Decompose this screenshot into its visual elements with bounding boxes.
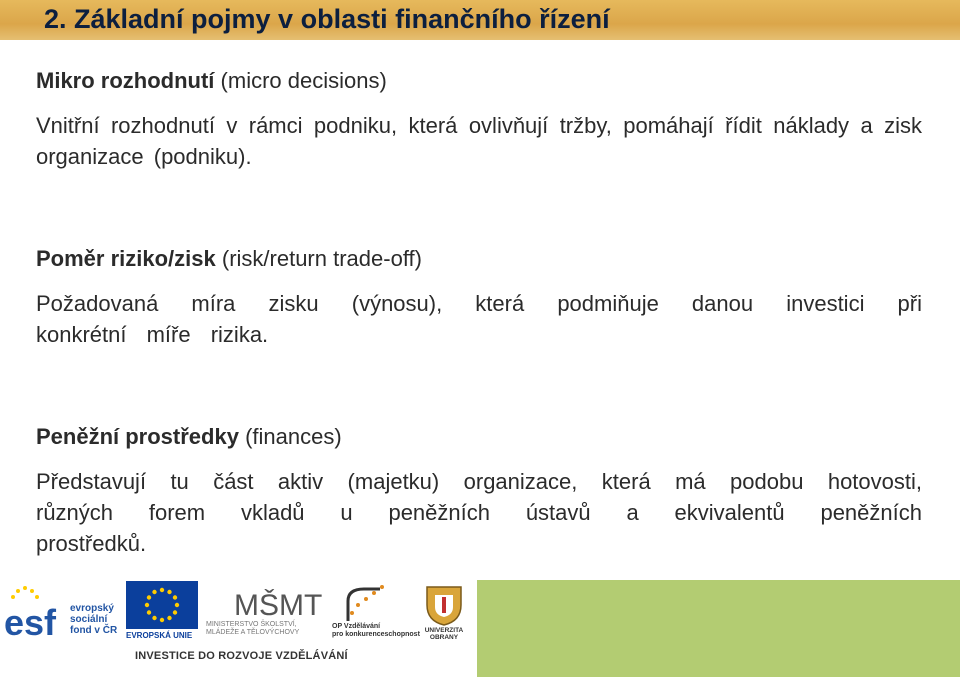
msmt-label-line: MINISTERSTVO ŠKOLSTVÍ, xyxy=(206,621,297,628)
esf-text-line: evropský xyxy=(70,603,114,614)
crest-icon xyxy=(421,581,467,627)
section-heading-bold: Peněžní prostředky xyxy=(36,424,239,449)
section-heading-bold: Mikro rozhodnutí xyxy=(36,68,215,93)
section-heading xyxy=(36,68,922,94)
eu-flag-icon xyxy=(126,581,198,629)
univ-label-line: OBRANY xyxy=(429,634,459,641)
section-heading xyxy=(36,246,922,272)
esf-logo xyxy=(4,583,122,643)
section-text: Požadovaná míra zisku (výnosu), která podmiňuje danou investici při konkrétní míře rizika. xyxy=(36,291,922,347)
section-heading-bold: Poměr riziko/zisk xyxy=(36,246,216,271)
esf-text-line: fond v ČR xyxy=(70,625,118,636)
univerzita-obrany-logo xyxy=(416,579,472,643)
section-heading-rest: (micro decisions) xyxy=(220,68,387,93)
op-logo-icon xyxy=(330,581,414,623)
section-finances xyxy=(36,424,922,559)
op-label-line: OP Vzdělávání xyxy=(332,623,381,630)
section-micro-decisions xyxy=(36,68,922,172)
section-heading xyxy=(36,424,922,450)
green-footer-block xyxy=(477,580,960,677)
univ-label-line: UNIVERZITA xyxy=(424,627,464,634)
msmt-label-line: MLÁDEŽE A TĚLOVÝCHOVY xyxy=(206,629,300,636)
section-heading-rest: (finances) xyxy=(245,424,342,449)
eu-logo xyxy=(126,581,202,643)
eu-label: EVROPSKÁ UNIE xyxy=(126,631,193,640)
title-bar xyxy=(0,0,960,40)
section-text: Vnitřní rozhodnutí v rámci podniku, která ovlivňují tržby, pomáhají řídit náklady a zisk organizace (podniku). xyxy=(36,113,922,169)
investment-caption: INVESTICE DO ROZVOJE VZDĚLÁVÁNÍ xyxy=(135,650,348,662)
msmt-logo xyxy=(206,581,326,643)
msmt-icon xyxy=(206,581,326,621)
op-label-line: pro konkurenceschopnost xyxy=(332,631,420,638)
logo-strip xyxy=(0,579,476,677)
op-logo xyxy=(330,581,420,643)
section-text: Představují tu část aktiv (majetku) organizace, která má podobu hotovosti, různých forem vkladů u peněžních ústavů a ekvivalentů peněžních prostředků. xyxy=(36,469,922,556)
msmt-letters: MŠMT xyxy=(234,589,323,621)
section-heading-rest: (risk/return trade-off) xyxy=(221,246,422,271)
esf-letters: esf xyxy=(4,602,57,643)
section-risk-return xyxy=(36,246,922,350)
esf-text-line: sociální xyxy=(70,614,108,625)
page-title: 2. Základní pojmy v oblasti finančního řízení xyxy=(44,4,610,34)
